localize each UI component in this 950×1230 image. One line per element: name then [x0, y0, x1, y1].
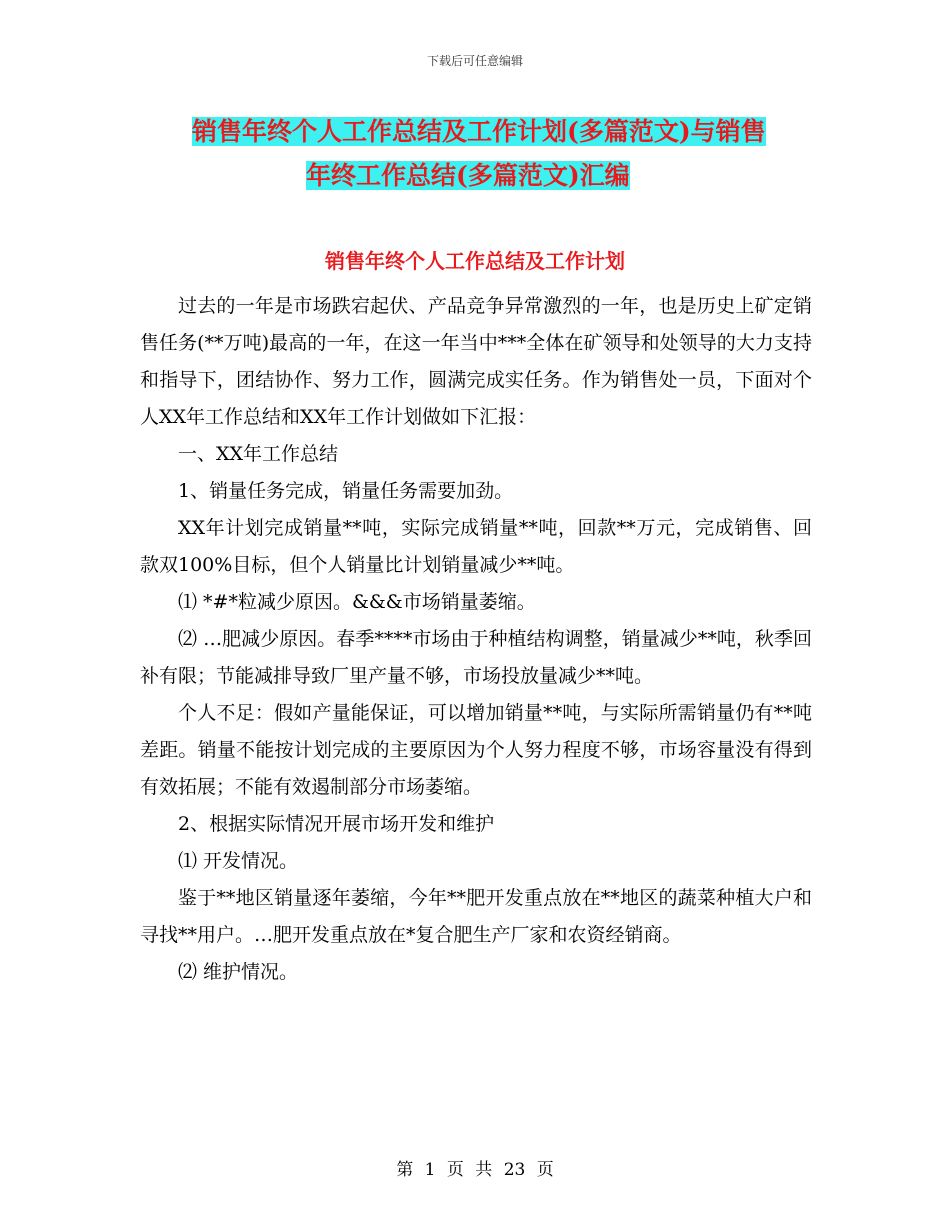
paragraph: 个人不足：假如产量能保证，可以增加销量**吨，与实际所需销量仍有**吨差距。销量不能按计划完成的主要原因为个人努力程度不够，市场容量没有得到有效拓展；不能有效遏制部分市场萎缩。 — [140, 702, 812, 798]
page-number-footer: 第 1 页 共 23 页 — [396, 1160, 554, 1180]
paragraph: ⑴ *#*粒减少原因。&&&市场销量萎缩。 — [178, 591, 536, 613]
paragraph: ⑵ …肥减少原因。春季****市场由于种植结构调整，销量减少**吨，秋季回补有限；节能减排导致厂里产量不够，市场投放量减少**吨。 — [140, 628, 812, 687]
section-title: 销售年终个人工作总结及工作计划 — [325, 249, 625, 273]
paragraph: 过去的一年是市场跌宕起伏、产品竞争异常激烈的一年，也是历史上矿定销售任务(**万吨)最高的一年，在这一年当中***全体在矿领导和处领导的大力支持和指导下，团结协作、努力工作，圆满完成实任务。作为销售处一员，下面对个人XX年工作总结和XX年工作计划做如下汇报： — [140, 295, 812, 428]
paragraph: 一、XX年工作总结 — [178, 443, 339, 465]
paragraph: ⑴ 开发情况。 — [178, 850, 299, 872]
paragraph: 鉴于**地区销量逐年萎缩，今年**肥开发重点放在**地区的蔬菜种植大户和寻找**用户。…肥开发重点放在*复合肥生产厂家和农资经销商。 — [140, 887, 812, 946]
title-line-2: 年终工作总结(多篇范文)汇编 — [306, 161, 630, 190]
page-header-note: 下载后可任意编辑 — [426, 54, 523, 68]
document-title — [192, 110, 812, 198]
title-line-1: 销售年终个人工作总结及工作计划(多篇范文)与销售 — [192, 117, 766, 146]
document-body — [140, 288, 812, 991]
paragraph: XX年计划完成销量**吨，实际完成销量**吨，回款**万元，完成销售、回款双100%目标，但个人销量比计划销量减少**吨。 — [140, 517, 812, 576]
paragraph: ⑵ 维护情况。 — [178, 961, 299, 983]
paragraph: 1、销量任务完成，销量任务需要加劲。 — [178, 480, 514, 502]
paragraph: 2、根据实际情况开展市场开发和维护 — [178, 813, 495, 835]
